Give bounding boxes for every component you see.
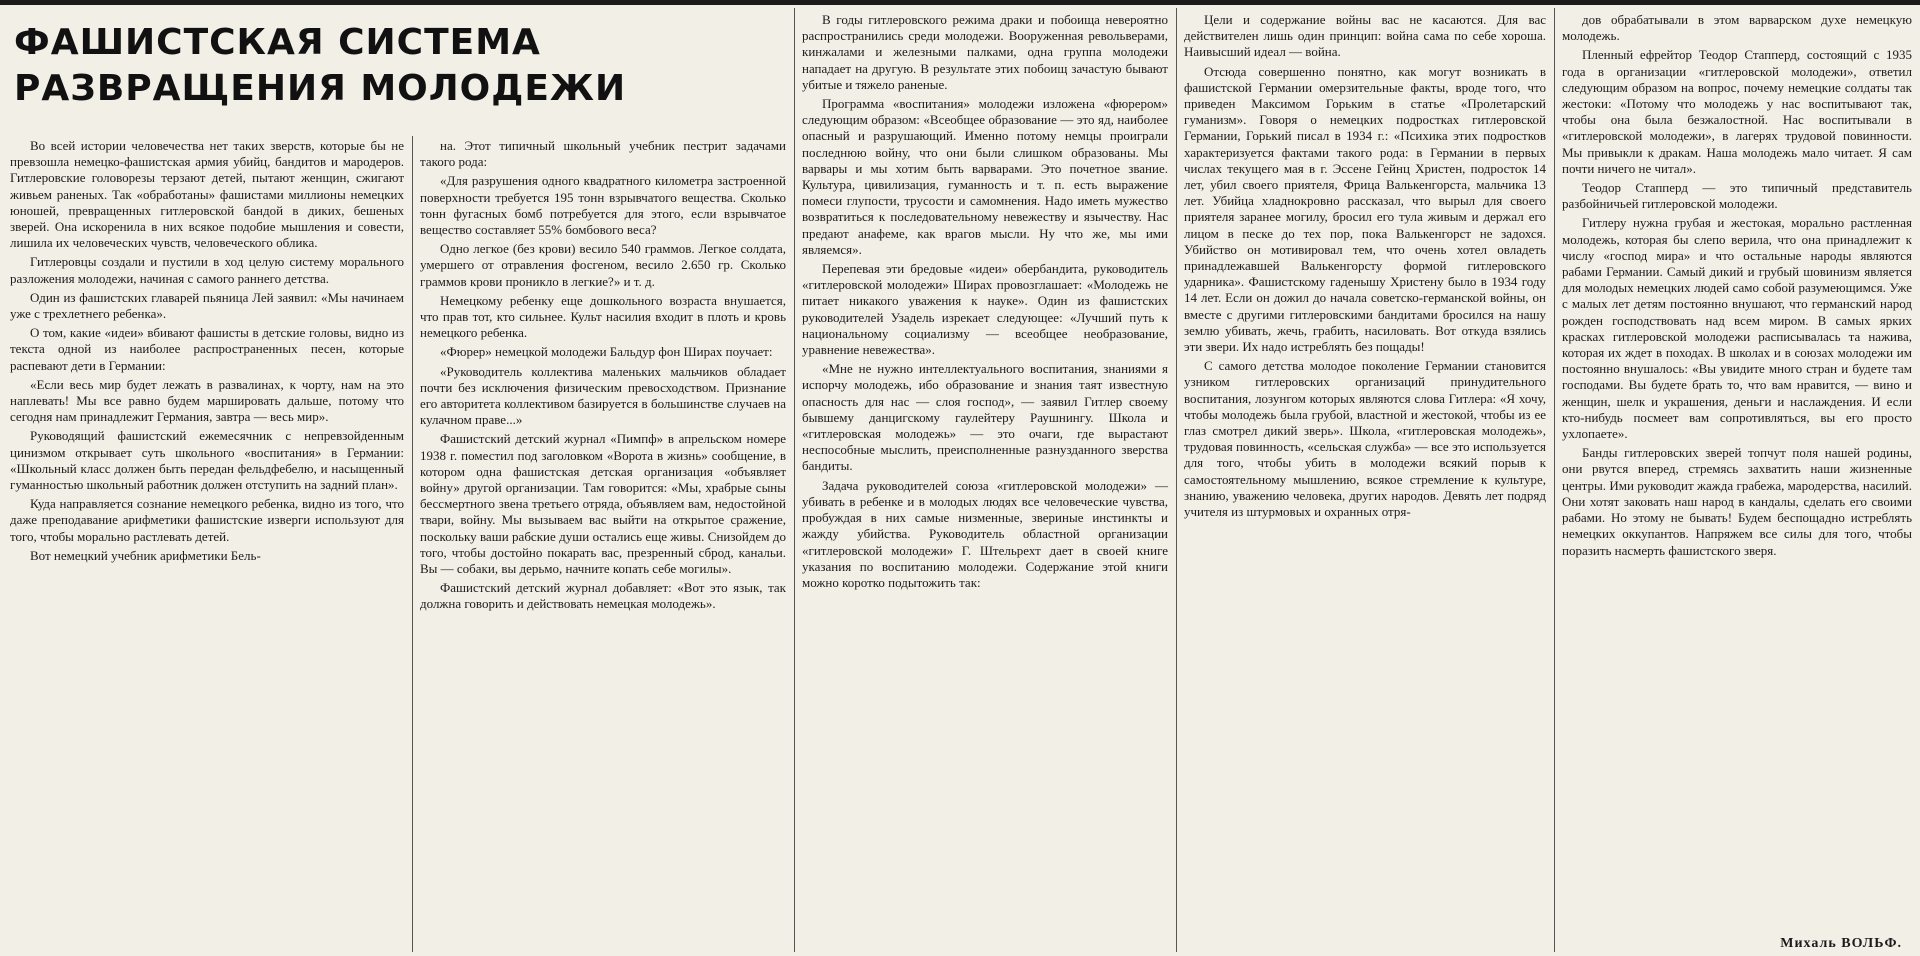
column-2-paragraph: «Для разрушения одного квадратного километра застроенной поверхности требуется 195 тонн взрывчатого вещества. Сколько тонн фугасных бомб потребуется для этого, если взрывчатое вещество составляет 55% бомбового веса? <box>420 173 786 238</box>
column-5-paragraph: Теодор Стапперд — это типичный представитель разбойничьей гитлеровской молодежи. <box>1562 180 1912 212</box>
author-signature: Михаль ВОЛЬФ. <box>1780 936 1902 951</box>
column-1-paragraph: Куда направляется сознание немецкого ребенка, видно из того, что даже преподавание арифметики фашистские изверги используют для того, чтобы морально растлевать детей. <box>10 496 404 544</box>
column-2-paragraph: на. Этот типичный школьный учебник пестрит задачами такого рода: <box>420 138 786 170</box>
article-column-3 <box>796 10 1174 952</box>
article-column-1 <box>4 136 410 952</box>
article-headline <box>14 20 627 112</box>
column-4-paragraph: Цели и содержание войны вас не касаются. Для вас действителен лишь один принцип: война сама по себе хороша. Наивысший идеал — война. <box>1184 12 1546 60</box>
column-3-paragraph: Задача руководителей союза «гитлеровской молодежи» — убивать в ребенке и в молодых людях все человеческие чувства, пробуждая в них самые низменные, звериные инстинкты и жажду убийства. Руководитель областной организации «гитлеровской молодежи» Г. Штельрехт дает в своей книге указания по воспитанию молодежи. Содержание этой книги можно коротко подытожить так: <box>802 477 1168 590</box>
column-3-paragraph: В годы гитлеровского режима драки и побоища невероятно распространились среди молодежи. Вооруженная револьверами, кинжалами и железными палками, одна группа молодежи нападает на другую. В результате этих побоищ зачастую бывают убитые и тяжело раненые. <box>802 12 1168 92</box>
column-5-paragraph: Пленный ефрейтор Теодор Стапперд, состоящий с 1935 года в организации «гитлеровской молодежи», ответил следующим образом на вопрос, почему немецкие солдаты так жестоки: «Потому что молодежь у нас воспитывают так, чтобы она была безжалостной. Нас воспитывали в «гитлеровской молодежи», в лагерях трудовой повинности. Мы привыкли к дракам. Наша молодежь мало читает. Я сам почти ничего не читал». <box>1562 47 1912 176</box>
column-1-paragraph: Гитлеровцы создали и пустили в ход целую систему морального разложения молодежи, начиная с самого раннего детства. <box>10 254 404 286</box>
column-divider <box>1176 8 1177 952</box>
column-3-paragraph: «Мне не нужно интеллектуального воспитания, знаниями я испорчу молодежь, ибо образование и знания таят известную опасность для нас — слоя господ», — заявил Гитлер своему бывшему данцигскому гаулейтеру Раушнингу. Школа и «гитлеровская молодежь» — это очаги, где вырастают неспособные мыслить, преисполненные разнузданного зверства бандиты. <box>802 361 1168 474</box>
column-1-paragraph: Один из фашистских главарей пьяница Лей заявил: «Мы начинаем уже с трехлетнего ребенка». <box>10 289 404 322</box>
article-column-4 <box>1178 10 1552 952</box>
column-3-paragraph: Программа «воспитания» молодежи изложена «фюрером» следующим образом: «Всеобщее образование — это яд, наиболее опасный и разрушающий. Именно потому немцы проиграли последнюю войну, что они были слишком образованы. Мы варвары и мы хотим быть варварами. Это почетное звание. Культура, цивилизация, гуманность и т. п. есть выражение помеси глупости, трусости и самомнения. Надо иметь мужество возвратиться к последовательному невежеству и язычеству. Нас предают анафеме, как врагов мысли. Ну что же, мы ими являемся». <box>802 96 1168 257</box>
top-rule <box>0 0 1920 5</box>
column-divider <box>794 8 795 952</box>
article-column-5 <box>1556 10 1918 930</box>
column-1-paragraph: Руководящий фашистский ежемесячник с непревзойденным цинизмом открывает суть школьного «воспитания» в Германии: «Школьный класс должен быть передан фельдфебелю, и насыщенный гуманностью школьный работник должен отступить на задний план». <box>10 428 404 493</box>
column-4-paragraph: Отсюда совершенно понятно, как могут возникать в фашистской Германии омерзительные факты, вроде того, что приведен Максимом Горьким в статье «Пролетарский гуманизм». Говоря о немецких подростках гитлеровской Германии, Горький писал в 1934 г.: «Психика этих подростков характеризуется фактами такого рода: в Германии в первых числах текущего мая в г. Эссене Гейнц Христен, подросток 14 лет, убил своего приятеля, Фрица Валькенгорста, мальчика 13 лет. Убийца хладнокровно рассказал, что вырыл для своего приятеля заранее могилу, бросил его тула живым и держал его лицом в песке до тех пор, пока Валькенгорст не задохся. Убийство он мотивировал тем, что очень хотел овладеть принадлежавшей Валькенгорсту формой гитлеровского ударника». Фашистскому гаденышу Христену было в 1934 году 14 лет. Если он дожил до начала советско-германской войны, он вместе с другими гитлеровскими бандитами бросился на нашу землю убивать, жечь, грабить, насиловать. Вот откуда взялись эти звери. Их надо истреблять без пощады! <box>1184 63 1546 355</box>
headline-line-2: РАЗВРАЩЕНИЯ МОЛОДЕЖИ <box>14 68 627 109</box>
column-2-paragraph: Фашистский детский журнал добавляет: «Вот это язык, так должна говорить и действовать немецкая молодежь». <box>420 580 786 612</box>
column-5-paragraph: Банды гитлеровских зверей топчут поля нашей родины, они рвутся вперед, стремясь захватить наши жизненные центры. Ими руководит жажда грабежа, мародерства, насилий. Они хотят заковать наш народ в кандалы, сделать его своими рабами. Но этому не бывать! Будем беспощадно истреблять немецких оккупантов. Напряжем все силы для того, чтобы поразить насмерть фашистского зверя. <box>1562 445 1912 558</box>
column-divider <box>1554 8 1555 952</box>
headline-line-1: ФАШИСТСКАЯ СИСТЕМА <box>14 22 541 63</box>
column-4-paragraph: С самого детства молодое поколение Германии становится узником гитлеровских организаций принудительного воспитания, лозунгом которых являются слова Гитлера: «Я хочу, чтобы молодежь была грубой, властной и жестокой, чтобы из ее глаз смотрел дикий зверь». Школа, «гитлеровская молодежь», трудовая повинность, «сельская служба» — все это используется для того, чтобы убить в молодежи всякий порыв к самостоятельному мышлению, всякое стремление к культуре, знанию, уважению человека, других народов. Девять лет подряд учителя из штурмовых и охранных отря- <box>1184 358 1546 520</box>
column-2-paragraph: «Руководитель коллектива маленьких мальчиков обладает почти без исключения физическим превосходством. Признание его авторитета коллективом базируется в большинстве случаев на кулачном праве...» <box>420 363 786 428</box>
column-5-paragraph: Гитлеру нужна грубая и жестокая, морально растленная молодежь, которая бы слепо верила, что она принадлежит к числу «господ мира» и что остальные народы являются рабами Германии. Самый дикий и грубый шовинизм является для молодых немецких людей само собой разумеющимся. Уже с малых лет детям постоянно внушают, что германский народ рожден господствовать над всем миром. В самых ярких красках гитлеровской молодежи расписывалась та нажива, которая их ждет в походах. В школах и в союзах молодежи им постоянно внушалось: «Вы увидите много стран и будете там господами. Вы будете брать то, что вам нравится, — вино и женщин, шелк и украшения, деньги и наслаждения. И если кто-нибудь посмеет вам сопротивляться, вы его просто ухлопаете». <box>1562 215 1912 442</box>
column-divider <box>412 136 413 952</box>
column-1-paragraph: Вот немецкий учебник арифметики Бель- <box>30 547 261 563</box>
column-3-paragraph: Перепевая эти бредовые «идеи» обербандита, руководитель «гитлеровской молодежи» Ширах провозглашает: «Молодежь не питает никакого уважения к науке». Один из фашистских руководителей Узадель изрекает следующее: «Лучший путь к национальному социализму — всеобщее необразование, уравнение невежества». <box>802 261 1168 358</box>
column-2-paragraph: Немецкому ребенку еще дошкольного возраста внушается, что прав тот, кто сильнее. Культ насилия входит в плоть и кровь немецкого ребенка. <box>420 292 786 341</box>
column-2-paragraph: Фашистский детский журнал «Пимпф» в апрельском номере 1938 г. поместил под заголовком «Ворота в жизнь» сообщение, в котором одна фашистская детская организация «объявляет войну» другой организации. Там говорится: «Мы, храбрые сыны бессмертного звена третьего отряда, объявляем вам, недостойной твари, войну. Мы вызываем вас выйти на открытое сражение, поскольку ваши рабские души остались еще живы. Снизойдем до того, чтобы достойно покарать вас, презренный сброд, канальи. Вы — собаки, вы дерьмо, начните копать себе могилы». <box>420 431 786 577</box>
column-1-paragraph: О том, какие «идеи» вбивают фашисты в детские головы, видно из текста одной из наиболее распространенных песен, которые распевают дети в Германии: <box>10 325 404 373</box>
column-1-paragraph: «Если весь мир будет лежать в развалинах, к чорту, нам на это наплевать! Мы все равно будем маршировать дальше, потому что сегодня нам принадлежит Германия, завтра — весь мир». <box>10 376 404 425</box>
column-2-paragraph: Одно легкое (без крови) весило 540 граммов. Легкое солдата, умершего от отравления фосгеном, весило 2.650 гр. Сколько граммов крови проникло в легкие?» и т. д. <box>420 241 786 289</box>
column-2-paragraph: «Фюрер» немецкой молодежи Бальдур фон Ширах поучает: <box>440 344 773 360</box>
column-5-paragraph: дов обрабатывали в этом варварском духе немецкую молодежь. <box>1562 12 1912 44</box>
article-column-2 <box>414 136 792 952</box>
column-1-paragraph: Во всей истории человечества нет таких зверств, которые бы не превзошла немецко-фашистская армия убийц, бандитов и мародеров. Гитлеровские головорезы терзают детей, пытают женщин, сжигают живьем раненых. Так «обработаны» фашистами миллионы немецких юношей, превращенных гитлеровской бандой в диких, бешеных зверей. Она искоренила в них всякое подобие мышления и совести, лишила их человеческих чувств, человеческого облика. <box>10 138 404 251</box>
